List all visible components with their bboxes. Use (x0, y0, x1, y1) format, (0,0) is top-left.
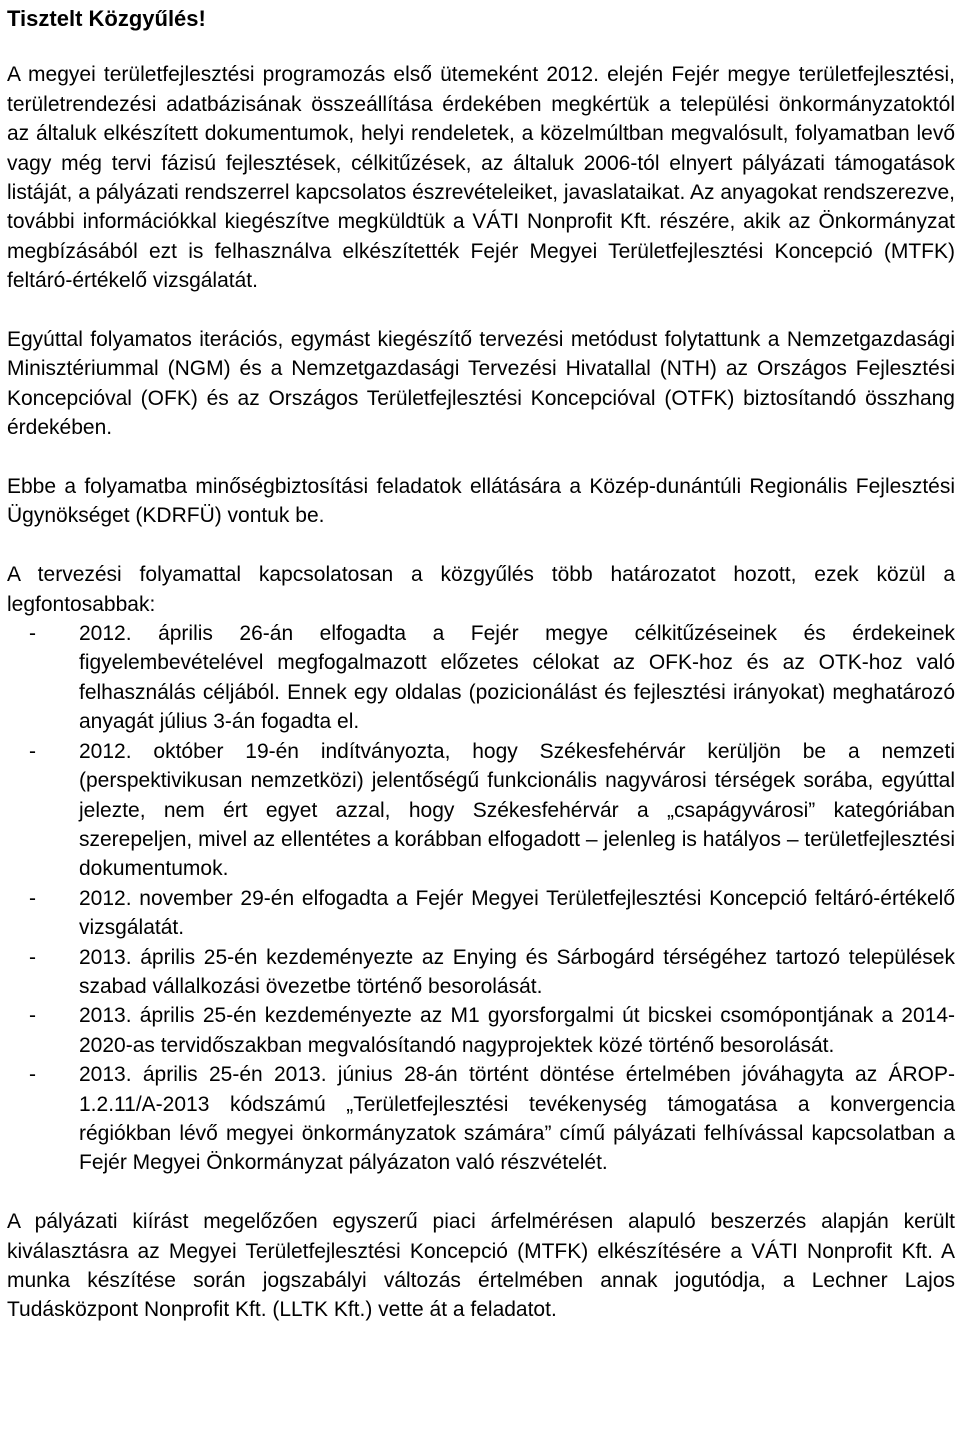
spacer (7, 296, 955, 325)
list-item (7, 737, 955, 884)
list-item-text: 2013. április 25-én kezdeményezte az Enying és Sárbogárd térségéhez tartozó települések szabad vállalkozási övezetbe történő besorolását. (79, 945, 955, 998)
list-bullet: - (29, 622, 36, 646)
list-item (7, 943, 955, 1002)
paragraph-quality: Ebbe a folyamatba minőségbiztosítási feladatok ellátására a Közép-dunántúli Regionális Fejlesztési Ügynökséget (KDRFÜ) vontuk be. (7, 475, 955, 528)
paragraph-closing: A pályázati kiírást megelőzően egyszerű piaci árfelmérésen alapuló beszerzés alapján került kiválasztásra az Megyei Területfejlesztési Koncepció (MTFK) elkészítésére a VÁTI Nonprofit Kft. A munka készítése során jogszabályi változás értelmében annak jogutódja, a Lechner Lajos Tudásközpont Nonprofit Kft. (LLTK Kft.) vette át a feladatot. (7, 1210, 955, 1322)
spacer (7, 443, 955, 472)
document-page (7, 0, 955, 1325)
list-bullet: - (29, 1063, 36, 1087)
list-item (7, 1001, 955, 1060)
page-title: Tisztelt Közgyűlés! (7, 6, 206, 31)
spacer (7, 33, 955, 60)
list-item (7, 619, 955, 737)
list-bullet: - (29, 739, 36, 763)
paragraph-intro: A megyei területfejlesztési programozás első ütemeként 2012. elején Fejér megye területfejlesztési, területrendezési adatbázisának összeállítása érdekében megkértük a települési önkormányzatoktól az általuk elkészített dokumentumok, helyi rendeletek, a közelmúltban megvalósult, folyamatban levő vagy még tervi fázisú fejlesztések, célkitűzések, az általuk 2006-tól elnyert pályázati támogatások listáját, a pályázati rendszerrel kapcsolatos észrevételeiket, javaslataikat. Az anyagokat rendszerezve, további információkkal kiegészítve megküldtük a VÁTI Nonprofit Kft. részére, akik az Önkormányzat megbízásából ezt is felhasználva elkészítették Fejér Megyei Területfejlesztési Koncepció (MTFK) feltáró-értékelő vizsgálatát. (7, 63, 955, 293)
paragraph-iteration: Egyúttal folyamatos iterációs, egymást kiegészítő tervezési metódust folytattunk a Nemzetgazdasági Minisztériummal (NGM) és a Nemzetgazdasági Tervezési Hivatallal (NTH) az Országos Fejlesztési Koncepcióval (OFK) és az Országos Területfejlesztési Koncepcióval (OTFK) biztosítandó összhang érdekében. (7, 328, 955, 440)
spacer (7, 531, 955, 560)
list-item-text: 2012. október 19-én indítványozta, hogy Székesfehérvár kerüljön be a nemzeti (perspektivikusan nemzetközi) jelentőségű funkcionális nagyvárosi térségek sorába, egyúttal jelezte, nem ért egyet azzal, hogy Székesfehérvár a „csapágyvárosi” kategóriában szerepeljen, mivel az ellentétes a korábban elfogadott – jelenleg is hatályos – területfejlesztési dokumentumok. (79, 739, 955, 881)
list-bullet: - (29, 886, 36, 910)
list-item-text: 2012. április 26-án elfogadta a Fejér megye célkitűzéseinek és érdekeinek figyelembevételével megfogalmazott előzetes célokat az OFK-hoz és az OTK-hoz való felhasználás céljából. Ennek egy oldalas (pozicionálást és fejlesztési irányokat) meghatározó anyagát július 3-án fogadta el. (79, 622, 955, 734)
spacer (7, 1178, 955, 1207)
list-item-text: 2013. április 25-én 2013. június 28-án történt döntése értelmében jóváhagyta az ÁROP-1.2.11/A-2013 kódszámú „Területfejlesztési tevékenység támogatása a konvergencia régiókban lévő megyei önkormányzatok számára” című pályázati felhívással kapcsolatban a Fejér Megyei Önkormányzat pályázaton való részvételét. (79, 1063, 955, 1175)
list-item-text: 2013. április 25-én kezdeményezte az M1 gyorsforgalmi út bicskei csomópontjának a 2014-2020-as tervidőszakban megvalósítandó nagyprojektek közé történő besorolását. (79, 1004, 955, 1057)
list-item (7, 1060, 955, 1178)
list-bullet: - (29, 945, 36, 969)
list-bullet: - (29, 1004, 36, 1028)
list-item (7, 884, 955, 943)
decision-list (7, 619, 955, 1178)
list-item-text: 2012. november 29-én elfogadta a Fejér Megyei Területfejlesztési Koncepció feltáró-értékelő vizsgálatát. (79, 886, 955, 940)
paragraph-decisions-intro: A tervezési folyamattal kapcsolatosan a közgyűlés több határozatot hozott, ezek közül a legfontosabbak: (7, 563, 955, 616)
